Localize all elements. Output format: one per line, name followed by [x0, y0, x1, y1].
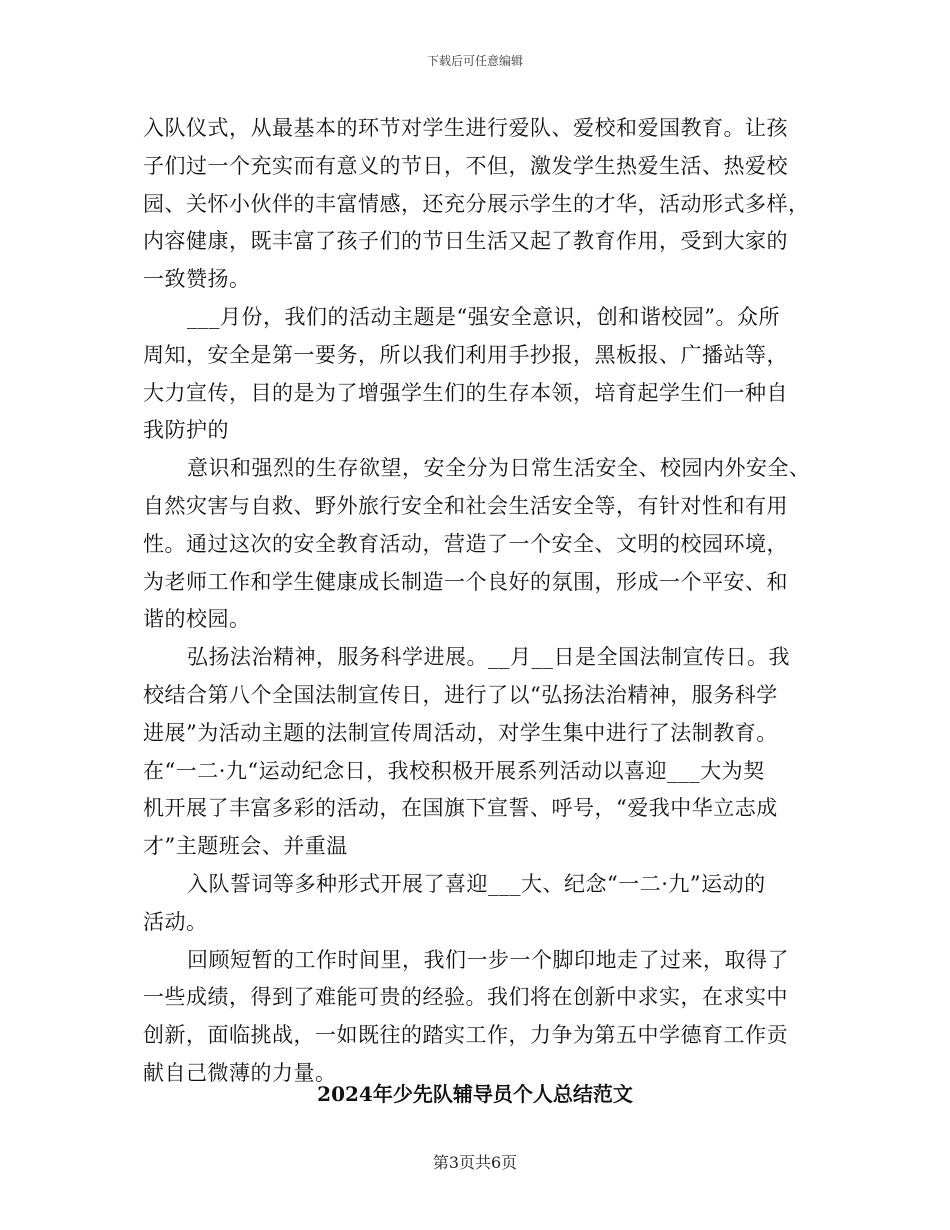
text-line: 才”主题班会、并重温 — [143, 834, 348, 859]
text-line: 周知，安全是第一要务，所以我们利用手抄报，黑板报、广播站等， — [143, 342, 788, 367]
text-line: 内容健康，既丰富了孩子们的节日生活又起了教育作用，受到大家的 — [143, 229, 788, 254]
text-line: 子们过一个充实而有意义的节日，不但，激发学生热爱生活、热爱校 — [143, 153, 788, 178]
paragraph-start-line: 入队誓词等多种形式开展了喜迎___大、纪念“一二·九”运动的 — [187, 871, 766, 896]
page-number-footer: 第3页共6页 — [432, 1153, 518, 1172]
text-line: 在“一二·九“运动纪念日，我校积极开展系列活动以喜迎___大为契 — [143, 758, 765, 783]
document-body — [143, 110, 813, 1093]
text-line: 我防护的 — [143, 418, 229, 443]
text-line: 一致赞扬。 — [143, 267, 251, 292]
text-line: 入队仪式，从最基本的环节对学生进行爱队、爱校和爱国教育。让孩 — [143, 116, 788, 140]
paragraph-start-line: 回顾短暂的工作时间里，我们一步一个脚印地走了过来，取得了 — [187, 947, 789, 972]
text-line: 性。通过这次的安全教育活动，营造了一个安全、文明的校园环境， — [143, 531, 788, 556]
text-line: 校结合第八个全国法制宣传日，进行了以“弘扬法治精神，服务科学 — [143, 682, 778, 707]
text-line: 大力宣传，目的是为了增强学生们的生存本领，培育起学生们一种自 — [143, 380, 788, 405]
text-line: 创新，面临挑战，一如既往的踏实工作，力争为第五中学德育工作贡 — [143, 1023, 788, 1048]
text-line: 自然灾害与自救、野外旅行安全和社会生活安全等，有针对性和有用 — [143, 493, 788, 518]
page-header: 下载后可任意编辑 — [426, 54, 523, 68]
text-line: 为老师工作和学生健康成长制造一个良好的氛围，形成一个平安、和 — [143, 569, 788, 594]
text-line: 谐的校园。 — [143, 607, 251, 632]
text-line: 活动。 — [143, 909, 208, 934]
paragraph-start-line: 弘扬法治精神，服务科学进展。__月__日是全国法制宣传日。我 — [187, 645, 790, 670]
text-line: 机开展了丰富多彩的活动，在国旗下宣誓、呼号，“爱我中华立志成 — [143, 796, 778, 821]
text-line: 献自己微薄的力量。 — [143, 1060, 337, 1085]
section-title: 2024年少先队辅导员个人总结范文 — [317, 1082, 633, 1106]
text-line: 园、关怀小伙伴的丰富情感，还充分展示学生的才华，活动形式多样， — [143, 191, 810, 216]
paragraph-start-line: ___月份，我们的活动主题是“强安全意识，创和谐校园”。众所 — [187, 304, 780, 329]
text-line: 进展”为活动主题的法制宣传周活动，对学生集中进行了法制教育。 — [143, 720, 778, 745]
text-line: 一些成绩，得到了难能可贵的经验。我们将在创新中求实，在求实中 — [143, 985, 788, 1010]
paragraph-start-line: 意识和强烈的生存欲望，安全分为日常生活安全、校园内外安全、 — [187, 456, 811, 481]
